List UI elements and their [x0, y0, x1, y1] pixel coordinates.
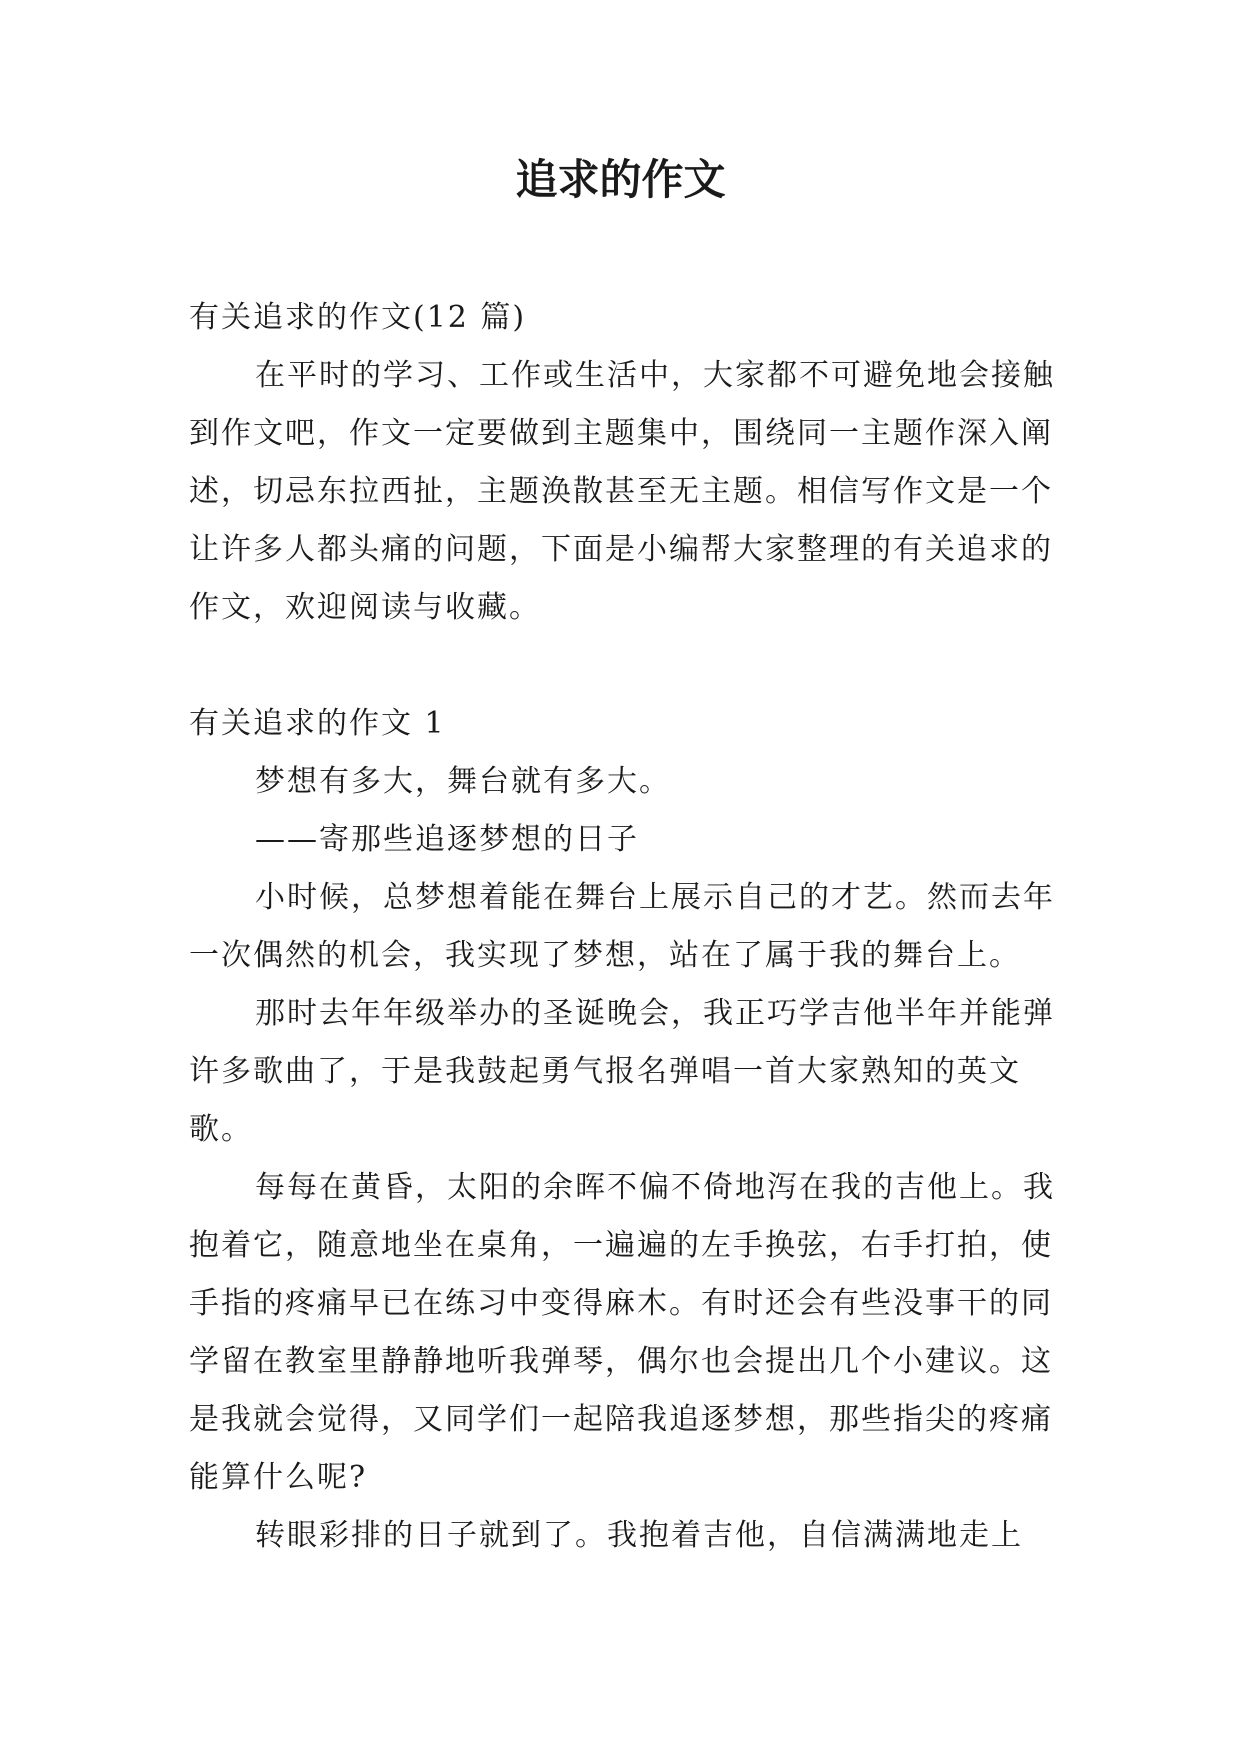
- body-paragraph: 梦想有多大，舞台就有多大。: [255, 764, 671, 799]
- document-body: [189, 289, 1069, 1565]
- body-paragraph: 小时候，总梦想着能在舞台上展示自己的才艺。然而去年一次偶然的机会，我实现了梦想，站在了属于我的舞台上。: [189, 880, 1055, 973]
- body-paragraph: 每每在黄昏，太阳的余晖不偏不倚地泻在我的吉他上。我抱着它，随意地坐在桌角，一遍遍的左手换弦，右手打拍，使手指的疼痛早已在练习中变得麻木。有时还会有些没事干的同学留在教室里静静地听我弹琴，偶尔也会提出几个小建议。这是我就会觉得，又同学们一起陪我追逐梦想，那些指尖的疼痛能算什么呢?: [189, 1170, 1055, 1495]
- body-paragraph: ——寄那些追逐梦想的日子: [255, 822, 639, 857]
- document-subtitle: 有关追求的作文(12 篇): [189, 300, 527, 335]
- section-heading: 有关追求的作文 1: [189, 706, 446, 741]
- intro-paragraph: 在平时的学习、工作或生活中，大家都不可避免地会接触到作文吧，作文一定要做到主题集中，围绕同一主题作深入阐述，切忌东拉西扯，主题涣散甚至无主题。相信写作文是一个让许多人都头痛的问题，下面是小编帮大家整理的有关追求的作文，欢迎阅读与收藏。: [189, 358, 1055, 625]
- body-paragraph: 那时去年年级举办的圣诞晚会，我正巧学吉他半年并能弹许多歌曲了，于是我鼓起勇气报名弹唱一首大家熟知的英文歌。: [189, 996, 1055, 1147]
- body-paragraph: 转眼彩排的日子就到了。我抱着吉他，自信满满地走上: [255, 1518, 1023, 1553]
- document-title: 追求的作文: [515, 155, 726, 204]
